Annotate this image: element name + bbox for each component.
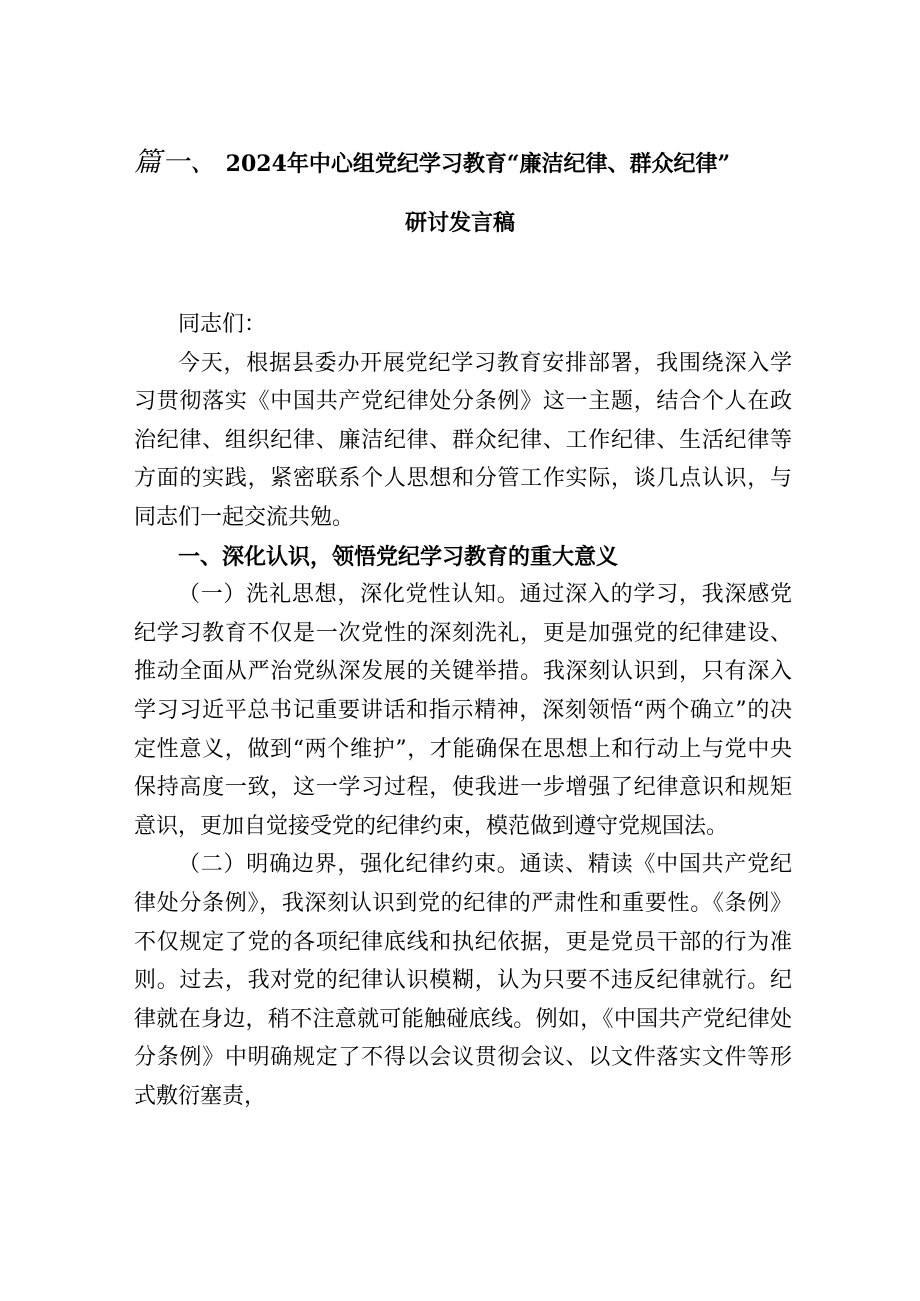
paragraph-intro: 今天，根据县委办开展党纪学习教育安排部署，我围绕深入学习贯彻落实《中国共产党纪律处分条例》这一主题，结合个人在政治纪律、组织纪律、廉洁纪律、群众纪律、工作纪律、生活纪律等方面的实践，紧密联系个人思想和分管工作实际，谈几点认识，与同志们一起交流共勉。 (134, 350, 792, 530)
title-prefix: 篇一、 (134, 147, 218, 178)
paragraph-subsection-1: （一）洗礼思想，深化党性认知。通过深入的学习，我深感党纪学习教育不仅是一次党性的深刻洗礼，更是加强党的纪律建设、推动全面从严治党纵深发展的关键举措。我深刻认识到，只有深入学习习近平总书记重要讲话和指示精神，深刻领悟“两个确立”的决定性意义，做到“两个维护”，才能确保在思想上和行动上与党中央保持高度一致，这一学习过程，使我进一步增强了纪律意识和规矩意识，更加自觉接受党的纪律约束，模范做到遵守党规国法。 (134, 582, 792, 839)
salutation: 同志们： (178, 312, 267, 337)
title-main: 2024年中心组党纪学习教育“廉洁纪律、群众纪律” (225, 151, 731, 177)
document-body (134, 306, 792, 1116)
document-title (134, 143, 794, 183)
section-heading-1: 一、深化认识，领悟党纪学习教育的重大意义 (178, 543, 619, 570)
document-subtitle: 研讨发言稿 (404, 210, 515, 236)
paragraph-subsection-2: （二）明确边界，强化纪律约束。通读、精读《中国共产党纪律处分条例》，我深刻认识到党的纪律的严肃性和重要性。《条例》不仅规定了党的各项纪律底线和执纪依据，更是党员干部的行为准则。过去，我对党的纪律认识模糊，认为只要不违反纪律就行。纪律就在身边，稍不注意就可能触碰底线。例如，《中国共产党纪律处分条例》中明确规定了不得以会议贯彻会议、以文件落实文件等形式敷衍塞责， (134, 852, 792, 1109)
